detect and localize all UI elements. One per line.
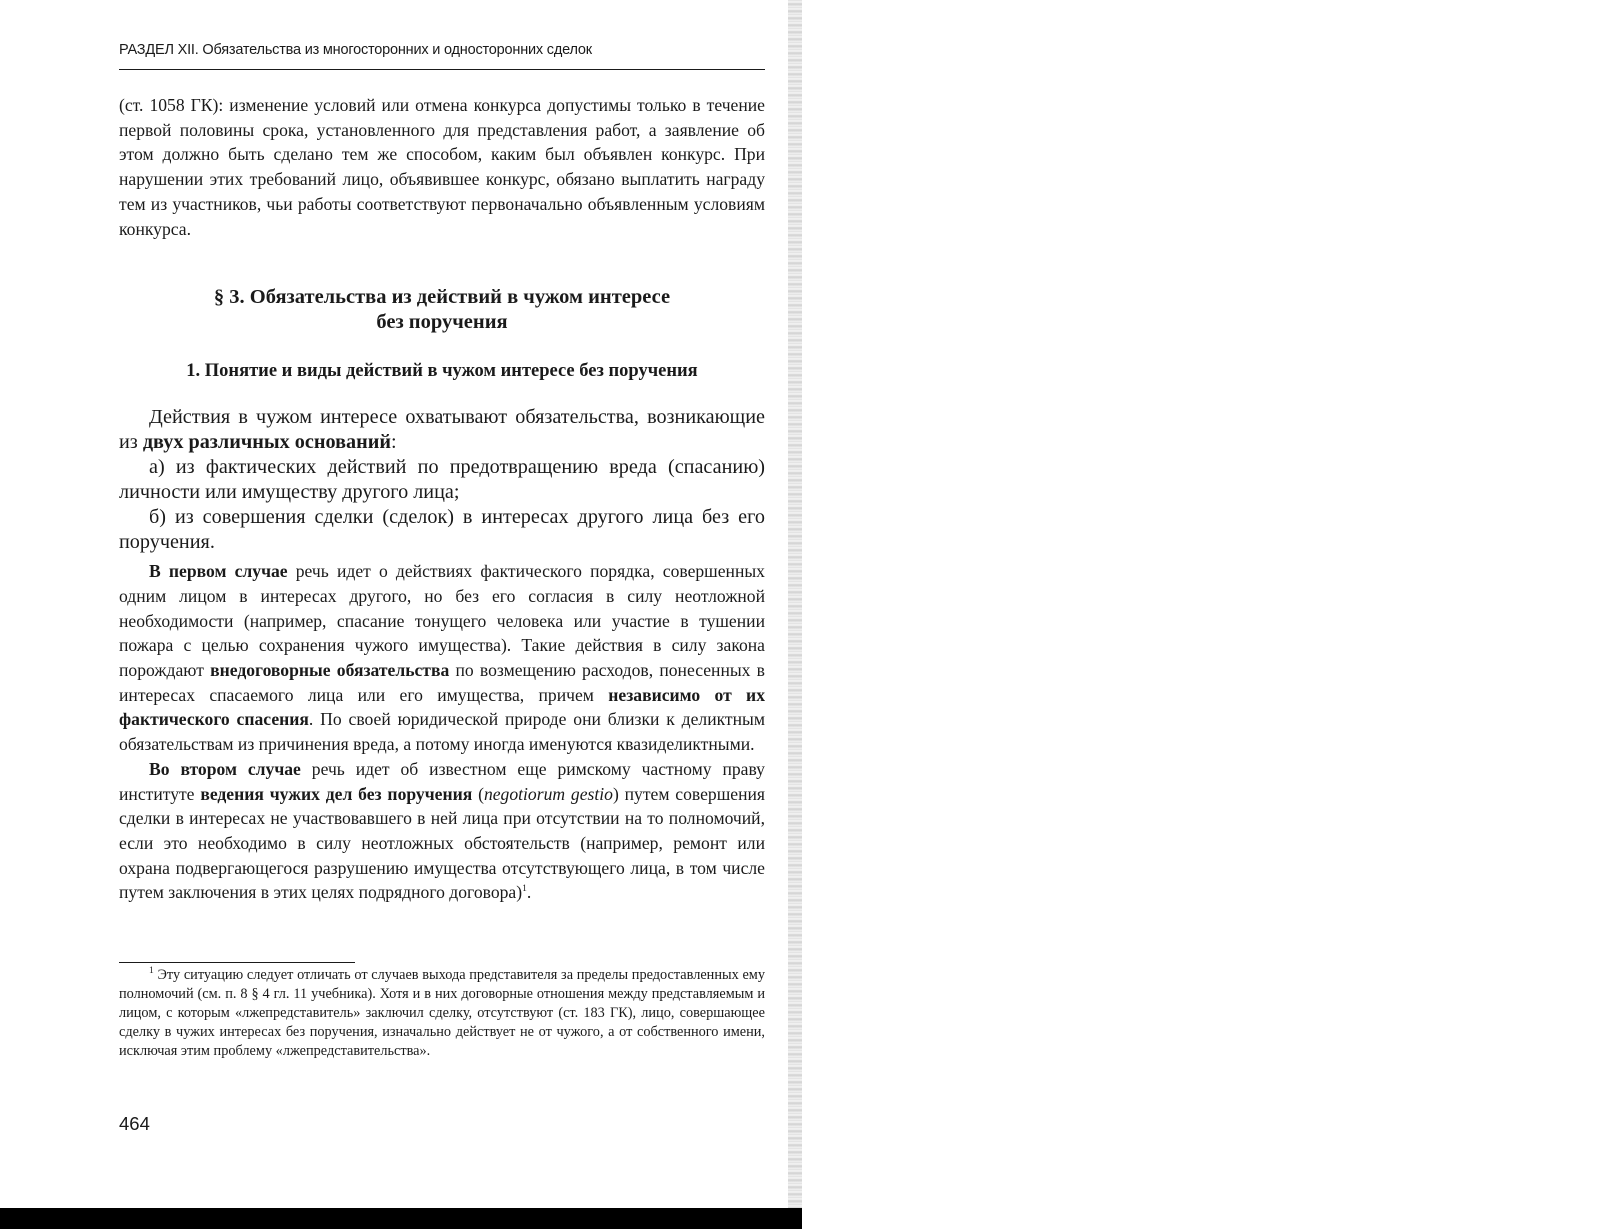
book-page (0, 0, 800, 1210)
case-two-text-end: . (526, 882, 532, 903)
page-body (119, 93, 765, 905)
case-one-bold-start: В первом случае (149, 561, 288, 582)
book-spine-edge (788, 0, 802, 1210)
case-one-paragraph (119, 559, 765, 757)
section-title-line-1: § 3. Обязательства из действий в чужом интересе (213, 286, 671, 309)
intro-paragraph: (ст. 1058 ГК): изменение условий или отмена конкурса допустимы только в течение первой половины срока, установленного для представления работ, а заявление об этом должно быть сделано тем же способом, каким был объявлен конкурс. При нарушении этих требований лицо, объявившее конкурс, обязано выплатить награду тем из участников, чьи работы соответствуют первоначально объявленным условиям конкурса. (119, 95, 765, 239)
case-one-text-2: по возмещению расходов, понесенных в интересах спасаемого лица или его имущества, причем (119, 660, 765, 705)
grounds-lead-text: Действия в чужом интересе охватывают обязательства, возникающие из (119, 406, 765, 454)
grounds-lead-bold: двух различных оснований (142, 431, 391, 454)
footnote (119, 966, 765, 1061)
grounds-item-a: а) из фактических действий по предотвращению вреда (спасанию) личности или имуществу другого лица; (119, 456, 765, 504)
case-two-bold-institute: ведения чужих дел без поручения (200, 783, 473, 804)
section-title (119, 285, 765, 335)
footnote-marker: 1 (149, 966, 154, 977)
footnote-reference[interactable]: 1 (522, 884, 527, 895)
case-two-text-1: речь идет об известном еще римскому частному праву институте (119, 758, 765, 804)
footnote-text: Эту ситуацию следует отличать от случаев выхода представителя за пределы предоставленных ему полномочий (см. п. 8 § 4 гл. 11 учебника). Хотя и в них договорные отношения между представляемым и лицом, с которым «лжепредставитель» заключил сделку, отсутствуют (ст. 183 ГК), лицо, совершающее сделку в чужих интересах без поручения, изначально действует не от чужого, а от собственного имени, исключая этим проблему «лжепредставительства». (119, 967, 765, 1059)
subsection-title: 1. Понятие и виды действий в чужом интересе без поручения (186, 361, 698, 382)
grounds-item-b: б) из совершения сделки (сделок) в интересах другого лица без его поручения. (119, 506, 765, 554)
header-rule (119, 69, 765, 70)
section-title-line-2: без поручения (376, 311, 508, 334)
case-two-text-3: ) путем совершения сделки в интересах не участвовавшего в ней лица при отсутствии на то полномочий, если это необходимо в силу неотложных обстоятельств (например, ремонт или охрана подвергающегося разрушению имущества отсутствующего лица, в том числе путем заключения в этих целях подрядного договора) (119, 783, 765, 903)
grounds-lead (119, 405, 765, 455)
case-one-bold-obligations: внедоговорные обязательства (210, 660, 450, 681)
case-one-text-3: . По своей юридической природе они близки к деликтным обязательствам из причинения вреда, а потому иногда именуются квазиделиктными. (119, 709, 765, 755)
footnote-rule (119, 962, 355, 963)
scan-bottom-border (0, 1208, 802, 1229)
grounds-lead-end: : (390, 431, 397, 454)
case-two-paragraph (119, 757, 765, 905)
running-head: РАЗДЕЛ XII. Обязательства из многосторонних и односторонних сделок (119, 42, 592, 58)
case-one-bold-independent: независимо от их фактического спасения (119, 684, 765, 730)
page-number: 464 (119, 1113, 150, 1134)
case-two-text-2: ( (472, 783, 484, 804)
grounds-block (119, 405, 765, 555)
case-one-text-1: речь идет о действиях фактического порядка, совершенных одним лицом в интересах другого, но без его согласия в силу неотложной необходимости (например, спасание тонущего человека или участие в тушении пожара с целью сохранения чужого имущества). Такие действия в силу закона порождают (119, 561, 765, 681)
case-two-latin-term: negotiorum gestio (483, 783, 613, 804)
case-two-bold-start: Во втором случае (149, 758, 301, 779)
